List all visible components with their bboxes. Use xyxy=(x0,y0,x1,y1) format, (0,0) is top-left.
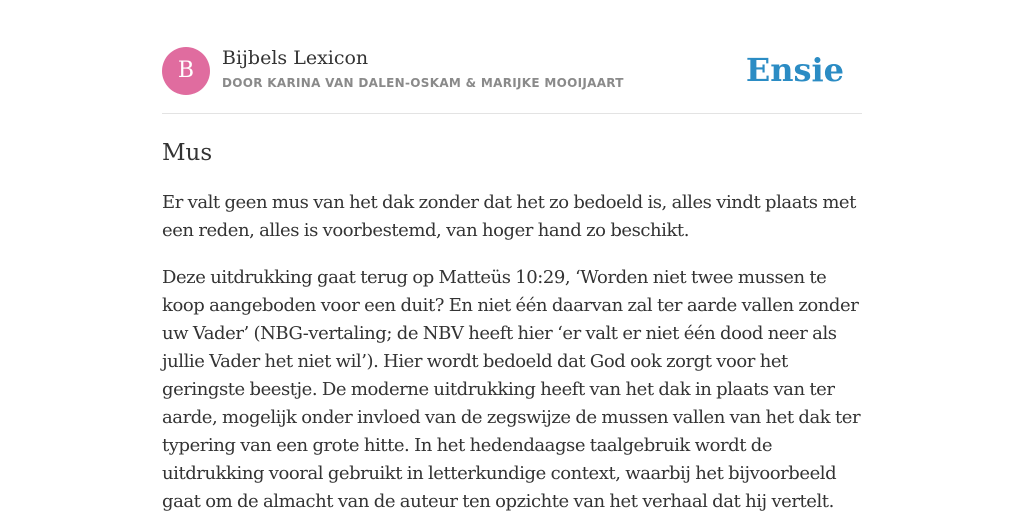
book-avatar[interactable]: B xyxy=(162,47,210,95)
header xyxy=(162,46,862,96)
entry-title: Mus xyxy=(162,140,213,166)
entry-paragraph-definition: Er valt geen mus van het dak zonder dat het zo bedoeld is, alles vindt plaats met een reden, alles is voorbestemd, van hoger hand zo beschikt. xyxy=(162,192,856,241)
entry-paragraph-origin: Deze uitdrukking gaat terug op Matteüs 10:29, ‘Worden niet twee mussen te koop aangeboden voor een duit? En niet één daarvan zal ter aarde vallen zonder uw Vader’ (NBG-vertaling; de NBV heeft hier ‘er valt er niet één dood neer als jullie Vader het niet wil’). Hier wordt bedoeld dat God ook zorgt voor het geringste beestje. De moderne uitdrukking heeft van het dak in plaats van ter aarde, mogelijk onder invloed van de zegswijze de mussen vallen van het dak ter typering van een grote hitte. In het hedendaagse taalgebruik wordt de uitdrukking vooral gebruikt in letterkundige context, waarbij het bijvoorbeeld gaat om de almacht van de auteur ten opzichte van het verhaal dat hij vertelt. xyxy=(162,267,861,512)
entry-body xyxy=(162,189,872,512)
author-byline: DOOR KARINA VAN DALEN-OSKAM & MARIJKE MOOIJAART xyxy=(222,76,624,90)
book-title[interactable]: Bijbels Lexicon xyxy=(222,47,369,69)
ensie-logo[interactable]: Ensie xyxy=(745,51,844,89)
header-divider xyxy=(162,113,862,114)
